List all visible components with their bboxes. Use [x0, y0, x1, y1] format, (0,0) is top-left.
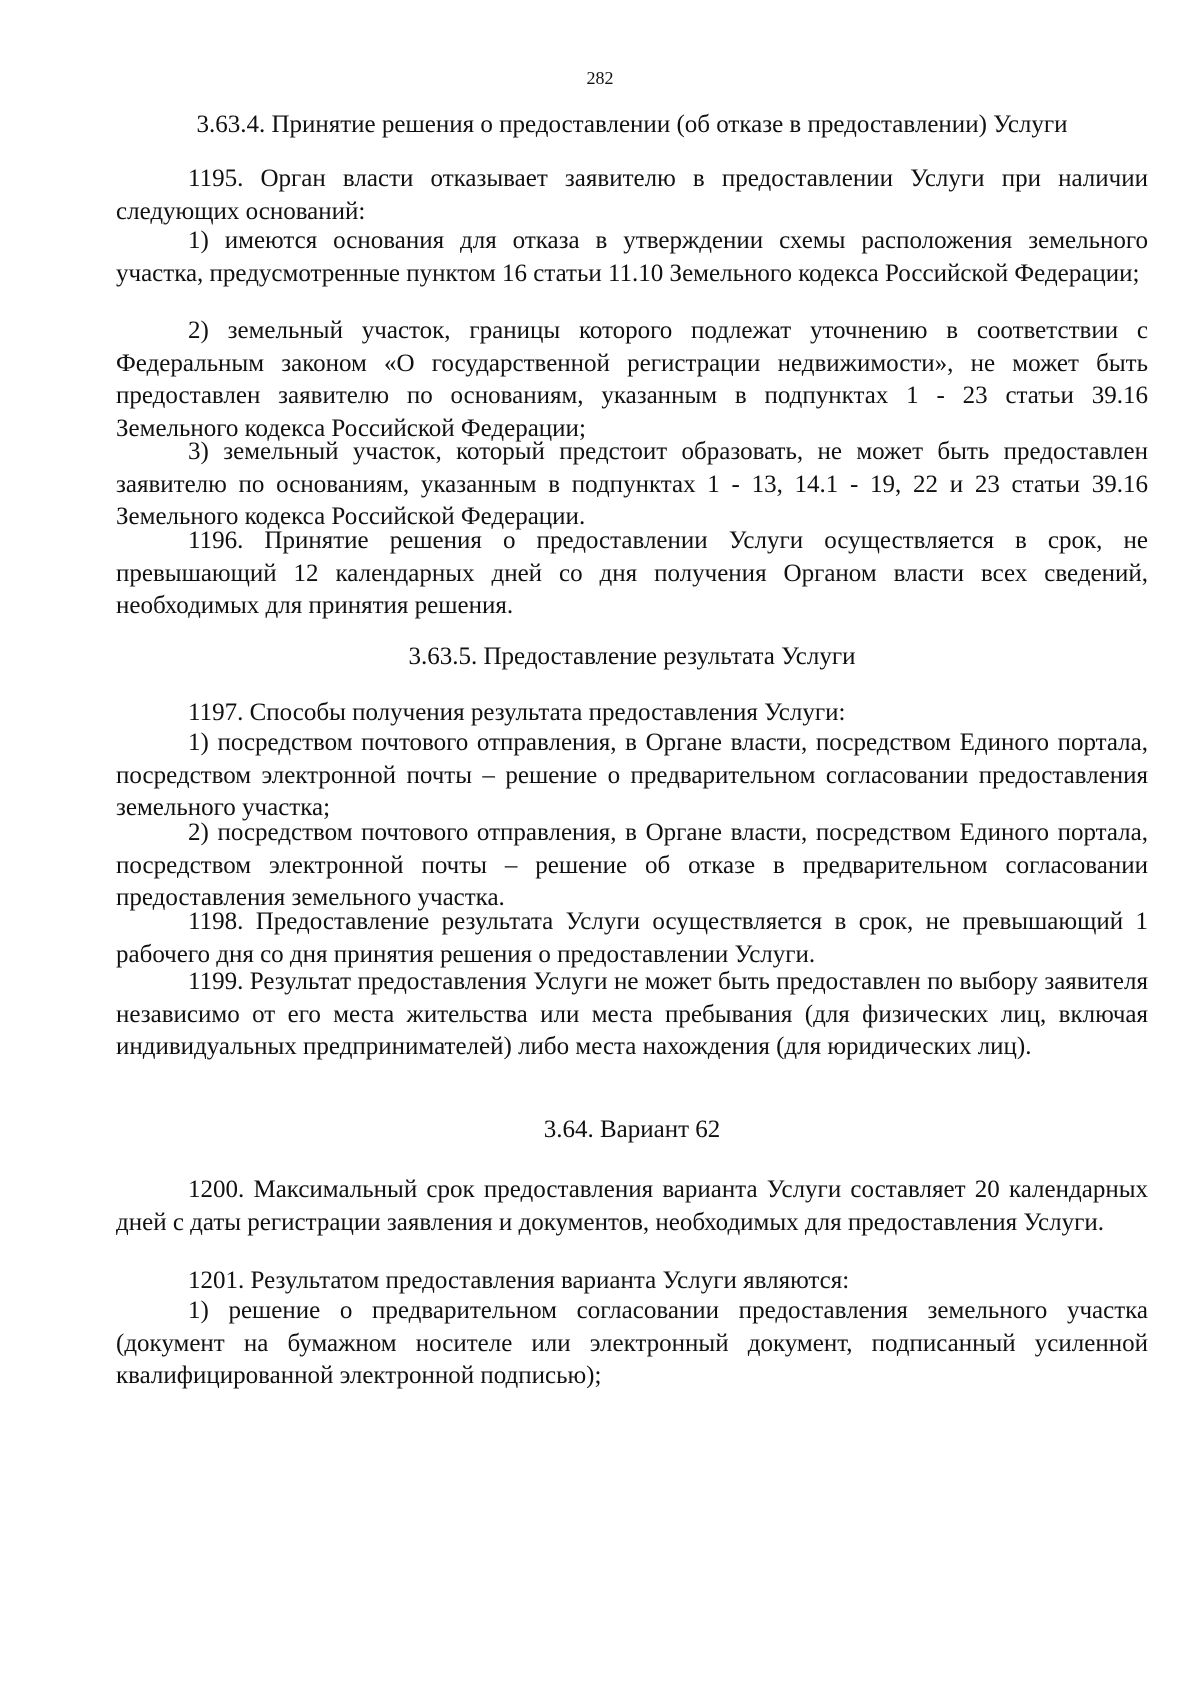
- paragraph-1200: 1200. Максимальный срок предоставления варианта Услуги составляет 20 календарных дней с даты регистрации заявления и документов, необходимых для предоставления Услуги.: [116, 1176, 1148, 1236]
- paragraph-1197: 1197. Способы получения результата предоставления Услуги:: [188, 699, 846, 726]
- section-heading-3-63-4: 3.63.4. Принятие решения о предоставлении (об отказе в предоставлении) Услуги: [196, 111, 1068, 138]
- paragraph-1198: 1198. Предоставление результата Услуги осуществляется в срок, не превышающий 1 рабочего дня со дня принятия решения о предоставлении Услуги.: [116, 908, 1148, 968]
- paragraph-1195-item-3: 3) земельный участок, который предстоит образовать, не может быть предоставлен заявителю по основаниям, указанным в подпунктах 1 - 13, 14.1 - 19, 22 и 23 статьи 39.16 Земельного кодекса Российской Федерации.: [116, 438, 1148, 530]
- paragraph-1196: 1196. Принятие решения о предоставлении Услуги осуществляется в срок, не превышающий 12 календарных дней со дня получения Органом власти всех сведений, необходимых для принятия решения.: [116, 527, 1148, 619]
- paragraph-1201: 1201. Результатом предоставления варианта Услуги являются:: [188, 1267, 850, 1294]
- section-heading-3-64: 3.64. Вариант 62: [543, 1116, 721, 1143]
- paragraph-1201-item-1: 1) решение о предварительном согласовании предоставления земельного участка (документ на бумажном носителе или электронный документ, подписанный усиленной квалифицированной электронной подписью);: [116, 1297, 1148, 1389]
- paragraph-1195: 1195. Орган власти отказывает заявителю в предоставлении Услуги при наличии следующих оснований:: [116, 165, 1148, 225]
- page-number: 282: [586, 68, 614, 88]
- paragraph-1197-item-2: 2) посредством почтового отправления, в Органе власти, посредством Единого портала, посредством электронной почты – решение об отказе в предварительном согласовании предоставления земельного участка.: [116, 819, 1148, 911]
- paragraph-1195-item-2: 2) земельный участок, границы которого подлежат уточнению в соответствии с Федеральным законом «О государственной регистрации недвижимости», не может быть предоставлен заявителю по основаниям, указанным в подпунктах 1 - 23 статьи 39.16 Земельного кодекса Российской Федерации;: [116, 317, 1148, 442]
- paragraph-1195-item-1: 1) имеются основания для отказа в утверждении схемы расположения земельного участка, предусмотренные пунктом 16 статьи 11.10 Земельного кодекса Российской Федерации;: [116, 227, 1148, 287]
- paragraph-1197-item-1: 1) посредством почтового отправления, в Органе власти, посредством Единого портала, посредством электронной почты – решение о предварительном согласовании предоставления земельного участка;: [116, 729, 1148, 821]
- section-heading-3-63-5: 3.63.5. Предоставление результата Услуги: [408, 643, 856, 670]
- paragraph-1199: 1199. Результат предоставления Услуги не может быть предоставлен по выбору заявителя независимо от его места жительства или места пребывания (для физических лиц, включая индивидуальных предпринимателей) либо места нахождения (для юридических лиц).: [116, 968, 1148, 1060]
